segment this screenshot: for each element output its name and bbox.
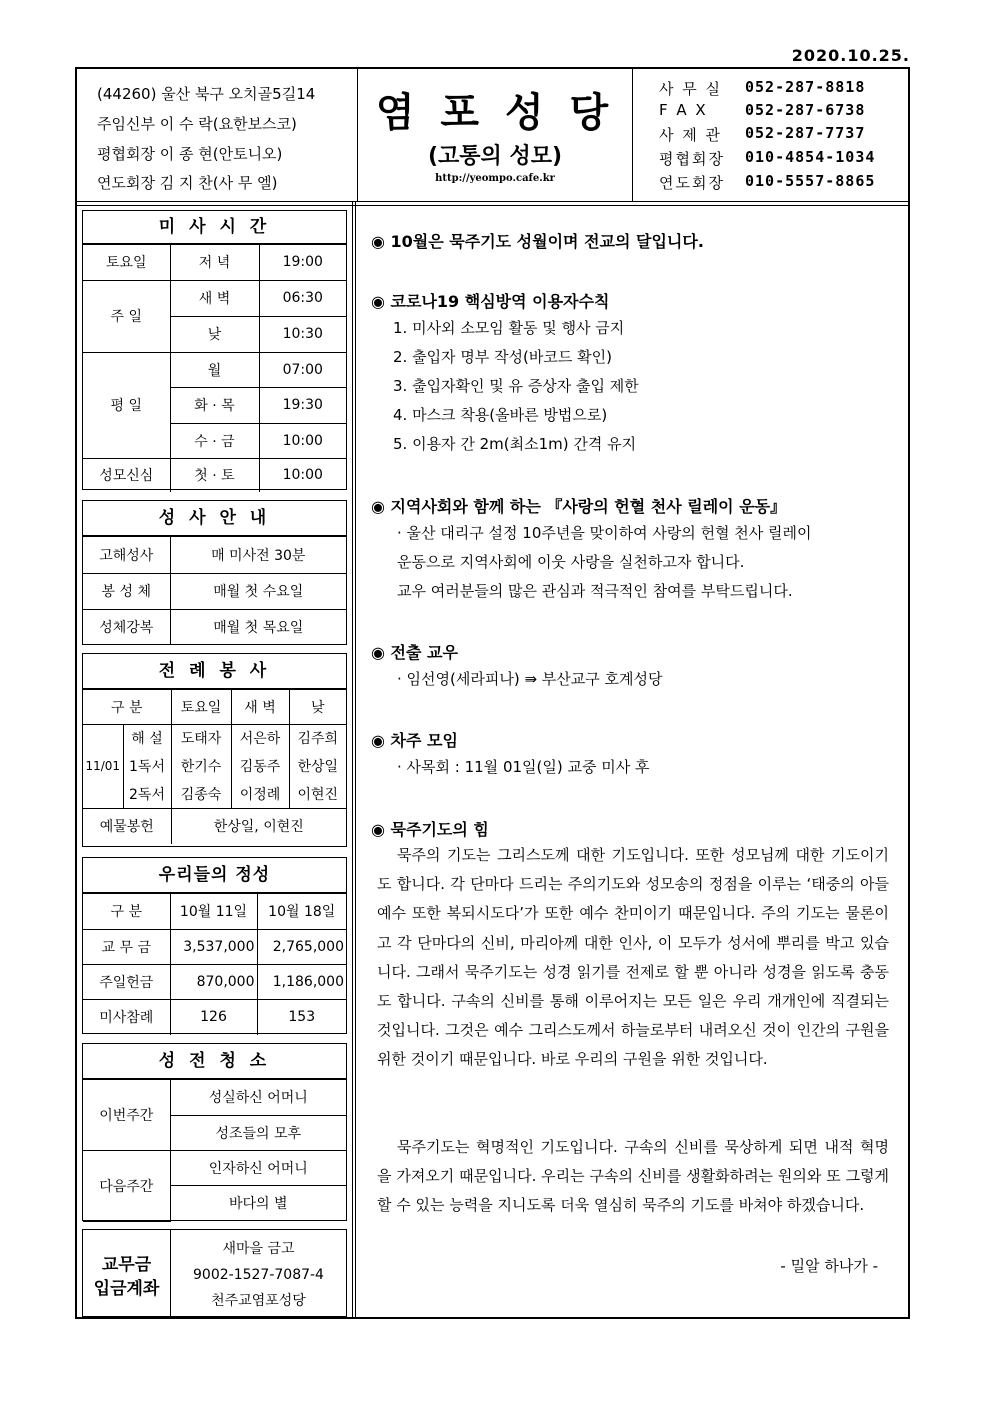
table-row: 이번주간 성실하신 어머니 [83,1080,346,1115]
table-row: 토요일 저 녁 19:00 [83,245,346,280]
blood-donation-line: 운동으로 지역사회에 이웃 사랑을 실천하고자 합니다. [397,553,745,571]
table-row: 다음주간 인자하신 어머니 [83,1150,346,1185]
table-row: 11/01 해 설 도태자 서은하 김주희 [83,724,346,752]
article-signature: - 밀알 하나가 - [780,1257,878,1275]
table-row: 수 · 금 10:00 [83,423,346,458]
yeondo-president: 연도회장 김 지 찬(사 무 엘) [97,174,278,192]
list-item: 2. 출입자 명부 작성(바코드 확인) [393,348,612,366]
issue-date: 2020.10.25. [791,46,910,65]
meeting-line: · 사목회 : 11월 01일(일) 교중 미사 후 [397,758,650,776]
table-row: 성체강복 매월 첫 목요일 [83,609,346,645]
header-divider [77,201,908,202]
table-row: 구 분 10월 11일 10월 18일 [83,894,346,929]
sacrament-box [82,500,347,645]
column-divider-2 [355,201,356,1317]
account-box [82,1229,347,1317]
table-row: 교 무 금 3,537,000 2,765,000 [83,929,346,964]
donation-table [83,894,346,1035]
list-item: 5. 이용자 간 2m(최소1m) 간격 유지 [393,435,637,453]
header-title-block [358,69,633,201]
table-row: 고해성사 매 미사전 30분 [83,537,346,573]
parish-name: 염 포 성 당 [375,90,615,136]
altar-service-title: 전 례 봉 사 [83,654,346,690]
rosary-paragraph-2: 묵주기도는 혁명적인 기도입니다. 구속의 신비를 묵상하게 되면 내적 혁명을 가져오기 때문입니다. 우리는 구속의 신비를 생활화하려는 원의와 또 그렇게 할 수 있는 능력을 지니도록 더욱 열심히 묵주의 기도를 바쳐야 하겠습니다. [377,1138,889,1215]
pastor: 주임신부 이 수 락(요한보스코) [97,115,297,133]
cleaning-title: 성 전 청 소 [83,1044,346,1080]
sacrament-table [83,537,346,645]
table-row: 예물봉헌 한상일, 이현진 [83,808,346,844]
table-row: 바다의 별 [83,1185,346,1221]
parish-subtitle: (고통의 성모) [427,144,563,169]
table-row: 주일헌금 870,000 1,186,000 [83,964,346,999]
mass-times-box [82,210,347,490]
blood-donation-line: 교우 여러분들의 많은 관심과 적극적인 참여를 부탁드립니다. [397,582,793,600]
table-row: 구 분 토요일 새 벽 낮 [83,690,346,724]
donation-box [82,857,347,1034]
cleaning-table [83,1080,346,1222]
notice-meeting-title: ◉ 차주 모임 [371,731,458,750]
account-details: 새마을 금고 9002-1527-7087-4 천주교염포성당 [193,1241,324,1309]
bulletin-frame [75,67,910,1319]
table-row: 미사참례 126 153 [83,999,346,1035]
notice-blood-donation-title: ◉ 지역사회와 함께 하는 『사랑의 헌혈 천사 릴레이 운동』 [371,497,787,516]
list-item: 4. 마스크 착용(올바른 방법으로) [393,406,608,424]
table-row: 화 · 목 19:30 [83,387,346,423]
table-row: 2독서 김종숙 이정례 이현진 [83,780,346,808]
cleaning-box [82,1043,347,1221]
altar-service-table [83,690,346,844]
notice-rosary-month: ◉ 10월은 묵주기도 성월이며 전교의 달입니다. [371,232,704,251]
address: (44260) 울산 북구 오치골5길14 [97,85,316,103]
header-divider-2 [77,205,908,206]
blood-donation-line: · 울산 대리구 설정 10주년을 맞이하여 사랑의 헌혈 천사 릴레이 [397,524,812,542]
account-label: 교무금 입금계좌 [83,1230,171,1316]
transfer-line: · 임선영(세라피나) ⇛ 부산교구 호계성당 [397,670,663,688]
table-row: 주 일 새 벽 06:30 [83,280,346,316]
council-president: 평협회장 이 종 현(안토니오) [97,145,283,163]
donation-title: 우리들의 정성 [83,858,346,894]
table-row: 평 일 월 07:00 [83,352,346,387]
table-row: 봉 성 체 매월 첫 수요일 [83,573,346,609]
table-row: 성조들의 모후 [83,1115,346,1150]
contacts: 사 무 실 052-287-8818 F A X 052-287-6738 사 제 관 052-287-7737 평협회장 010-4854-1034 연도회장 010-5557-8865 [659,78,876,192]
list-item: 1. 미사외 소모임 활동 및 행사 금지 [393,319,625,337]
notice-transfer-title: ◉ 전출 교우 [371,643,458,662]
mass-times-title: 미 사 시 간 [83,211,346,245]
mass-times-table [83,245,346,492]
sacrament-title: 성 사 안 내 [83,501,346,537]
rosary-power-title: ◉ 묵주기도의 힘 [371,820,489,839]
header [77,69,908,201]
column-divider [352,201,353,1317]
table-row: 낮 10:30 [83,316,346,352]
notice-covid-title: ◉ 코로나19 핵심방역 이용자수칙 [371,292,610,311]
parish-url[interactable]: http://yeompo.cafe.kr [435,173,555,184]
table-row: 1독서 한기수 김동주 한상일 [83,752,346,780]
rosary-paragraph-1: 묵주의 기도는 그리스도께 대한 기도입니다. 또한 성모님께 대한 기도이기도 합니다. 각 단마다 드리는 주의기도와 성모송의 정점을 이루는 ‘태중의 아들 예수 또한 복되시도다’가 또한 예수 찬미이기 때문입니다. 주의 기도는 물론이고 각 단마다의 신비, 마리아께 대한 인사, 이 모두가 성서에 뿌리를 박고 있습니다. 그래서 묵주기도는 성경 읽기를 전제로 할 뿐 아니라 성경을 읽도록 충동도 합니다. 구속의 신비를 통해 이루어지는 모든 일은 우리 개개인에 직결되는 것입니다. 그것은 예수 그리스도께서 하늘로부터 내려오신 것이 인간의 구원을 위한 것이기 때문입니다. 바로 우리의 구원을 위한 것입니다. [377,846,889,1069]
altar-service-box [82,653,347,847]
table-row: 성모신심 첫 · 토 10:00 [83,458,346,492]
list-item: 3. 출입자확인 및 유 증상자 출입 제한 [393,377,639,395]
header-info [77,69,358,201]
